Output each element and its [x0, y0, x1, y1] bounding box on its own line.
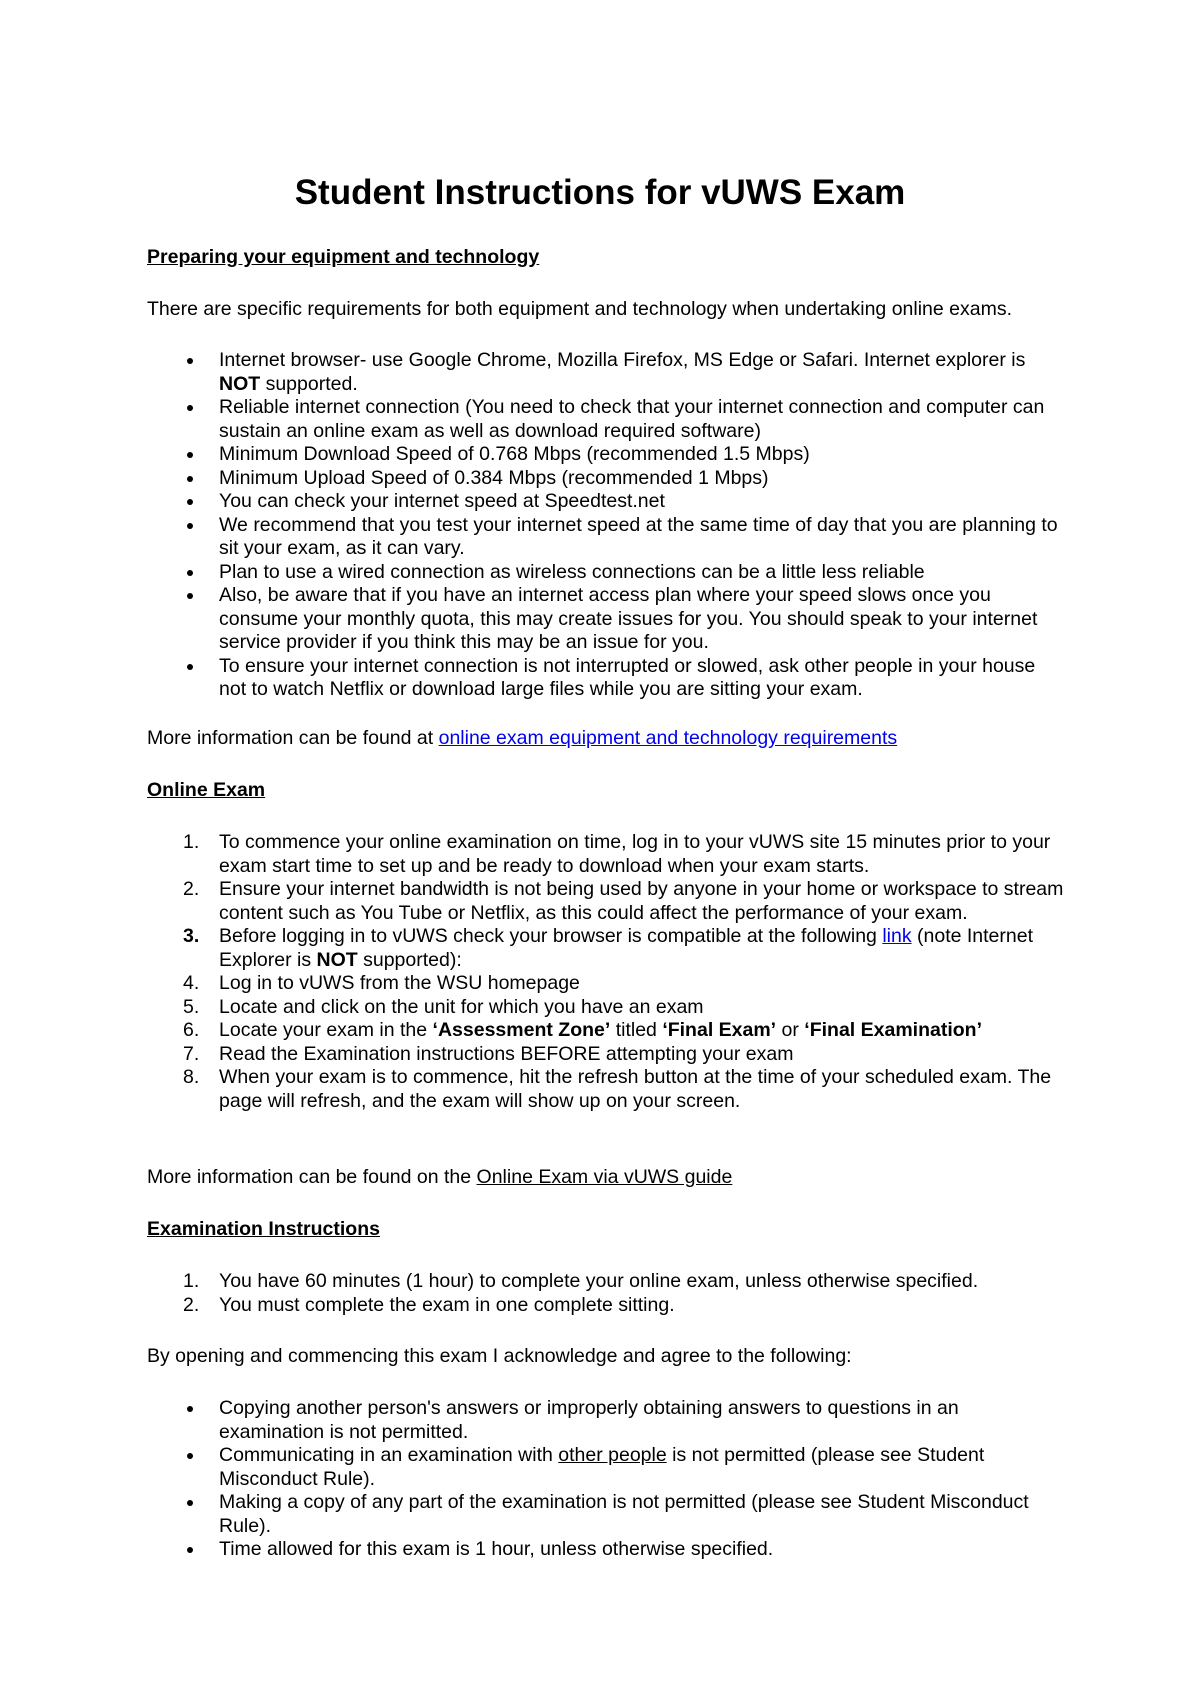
list-item: To ensure your internet connection is not interrupted or slowed, ask other people in your house not to watch Netflix or download large files while you are sitting your exam.: [147, 655, 1067, 702]
step-number: 3.: [183, 925, 200, 947]
equipment-intro: There are specific requirements for both equipment and technology when undertaking online exams.: [147, 298, 1013, 320]
list-item: [147, 925, 1067, 972]
list-item: Plan to use a wired connection as wireless connections can be a little less reliable: [147, 561, 1067, 585]
step-text: Before logging in to vUWS check your browser is compatible at the following: [219, 925, 883, 947]
step-text: You must complete the exam in one complete sitting.: [219, 1293, 675, 1316]
step-number: 5.: [183, 995, 200, 1018]
list-item: Also, be aware that if you have an internet access plan where your speed slows once you consume your monthly quota, this may create issues for you. You should speak to your internet service provider if you think this may be an issue for you.: [147, 584, 1067, 655]
exam-instructions-steps: [147, 1270, 1067, 1317]
emphasis-text: ‘Assessment Zone’: [432, 1019, 611, 1041]
equipment-more-info: [147, 727, 1067, 751]
step-text: Log in to vUWS from the WSU homepage: [219, 972, 580, 994]
list-item-text: Internet browser- use Google Chrome, Mozilla Firefox, MS Edge or Safari. Internet explorer is: [219, 349, 1026, 371]
online-exam-steps: [147, 831, 1067, 1113]
step-number: 7.: [183, 1042, 200, 1065]
list-item: We recommend that you test your internet speed at the same time of day that you are planning to sit your exam, as it can vary.: [147, 514, 1067, 561]
step-text: (note Internet Explorer is: [219, 925, 1034, 971]
list-item: Time allowed for this exam is 1 hour, unless otherwise specified.: [147, 1538, 1067, 1562]
browser-check-link[interactable]: link: [882, 925, 912, 947]
step-text: or: [776, 1019, 805, 1041]
emphasis-text: ‘Final Exam’: [662, 1019, 777, 1041]
section-heading-equipment: Preparing your equipment and technology: [147, 246, 540, 268]
step-text: You have 60 minutes (1 hour) to complete your online exam, unless otherwise specified.: [219, 1270, 979, 1292]
step-number: 4.: [183, 972, 200, 994]
list-item: [147, 1294, 1067, 1318]
list-item: [147, 1043, 1067, 1067]
step-number: 1.: [183, 1270, 200, 1292]
list-item: Reliable internet connection (You need to check that your internet connection and computer can sustain an online exam as well as download required software): [147, 396, 1067, 443]
list-item: You can check your internet speed at Speedtest.net: [147, 490, 1067, 514]
acknowledgement-list: [147, 1397, 1067, 1562]
list-item: [147, 878, 1067, 925]
underlined-text: other people: [558, 1444, 667, 1466]
list-item: [147, 972, 1067, 996]
step-number: 1.: [183, 831, 200, 853]
equipment-requirements-link[interactable]: online exam equipment and technology requirements: [438, 727, 898, 749]
step-number: 2.: [183, 878, 200, 900]
list-item: Copying another person's answers or improperly obtaining answers to questions in an examination is not permitted.: [147, 1397, 1067, 1444]
list-item: Minimum Download Speed of 0.768 Mbps (recommended 1.5 Mbps): [147, 443, 1067, 467]
list-item: [147, 1444, 1067, 1491]
step-number: 8.: [183, 1066, 200, 1088]
emphasis-text: NOT: [219, 372, 261, 395]
step-text: titled: [610, 1019, 663, 1041]
list-item: Making a copy of any part of the examination is not permitted (please see Student Misconduct Rule).: [147, 1491, 1067, 1538]
emphasis-text: NOT: [316, 948, 358, 971]
list-item: [147, 831, 1067, 878]
list-item: Minimum Upload Speed of 0.384 Mbps (recommended 1 Mbps): [147, 467, 1067, 491]
online-exam-more-info: [147, 1166, 1067, 1190]
list-item: [147, 996, 1067, 1020]
list-item: [147, 1270, 1067, 1294]
emphasis-text: ‘Final Examination’: [804, 1019, 982, 1041]
step-text: When your exam is to commence, hit the refresh button at the time of your scheduled exam. The page will refresh, and the exam will show up on your screen.: [219, 1066, 1052, 1112]
step-text: Locate your exam in the: [219, 1019, 433, 1041]
section-heading-exam-instructions: Examination Instructions: [147, 1218, 380, 1240]
list-item-text: Communicating in an examination with: [219, 1444, 559, 1466]
list-item: [147, 349, 1067, 396]
page-title: Student Instructions for vUWS Exam: [294, 173, 906, 212]
online-exam-guide-link[interactable]: Online Exam via vUWS guide: [476, 1166, 733, 1188]
more-info-text: More information can be found at: [147, 727, 439, 749]
step-number: 6.: [183, 1019, 200, 1041]
more-info-text: More information can be found on the: [147, 1166, 477, 1188]
list-item: [147, 1019, 1067, 1043]
step-text: Ensure your internet bandwidth is not being used by anyone in your home or workspace to stream content such as You Tube or Netflix, as this could affect the performance of your exam.: [219, 878, 1064, 924]
equipment-list: [147, 349, 1067, 702]
list-item-text: is not permitted (please see Student Misconduct Rule).: [219, 1444, 985, 1490]
list-item: [147, 1066, 1067, 1113]
step-number: 2.: [183, 1293, 200, 1316]
list-item-text: supported.: [260, 372, 358, 395]
step-text: Read the Examination instructions BEFORE attempting your exam: [219, 1042, 794, 1065]
step-text: To commence your online examination on time, log in to your vUWS site 15 minutes prior to your exam start time to set up and be ready to download when your exam starts.: [219, 831, 1051, 877]
acknowledgement-intro: By opening and commencing this exam I acknowledge and agree to the following:: [147, 1345, 852, 1367]
step-text: Locate and click on the unit for which you have an exam: [219, 995, 704, 1018]
step-text: supported):: [357, 948, 462, 971]
section-heading-online-exam: Online Exam: [147, 779, 266, 801]
